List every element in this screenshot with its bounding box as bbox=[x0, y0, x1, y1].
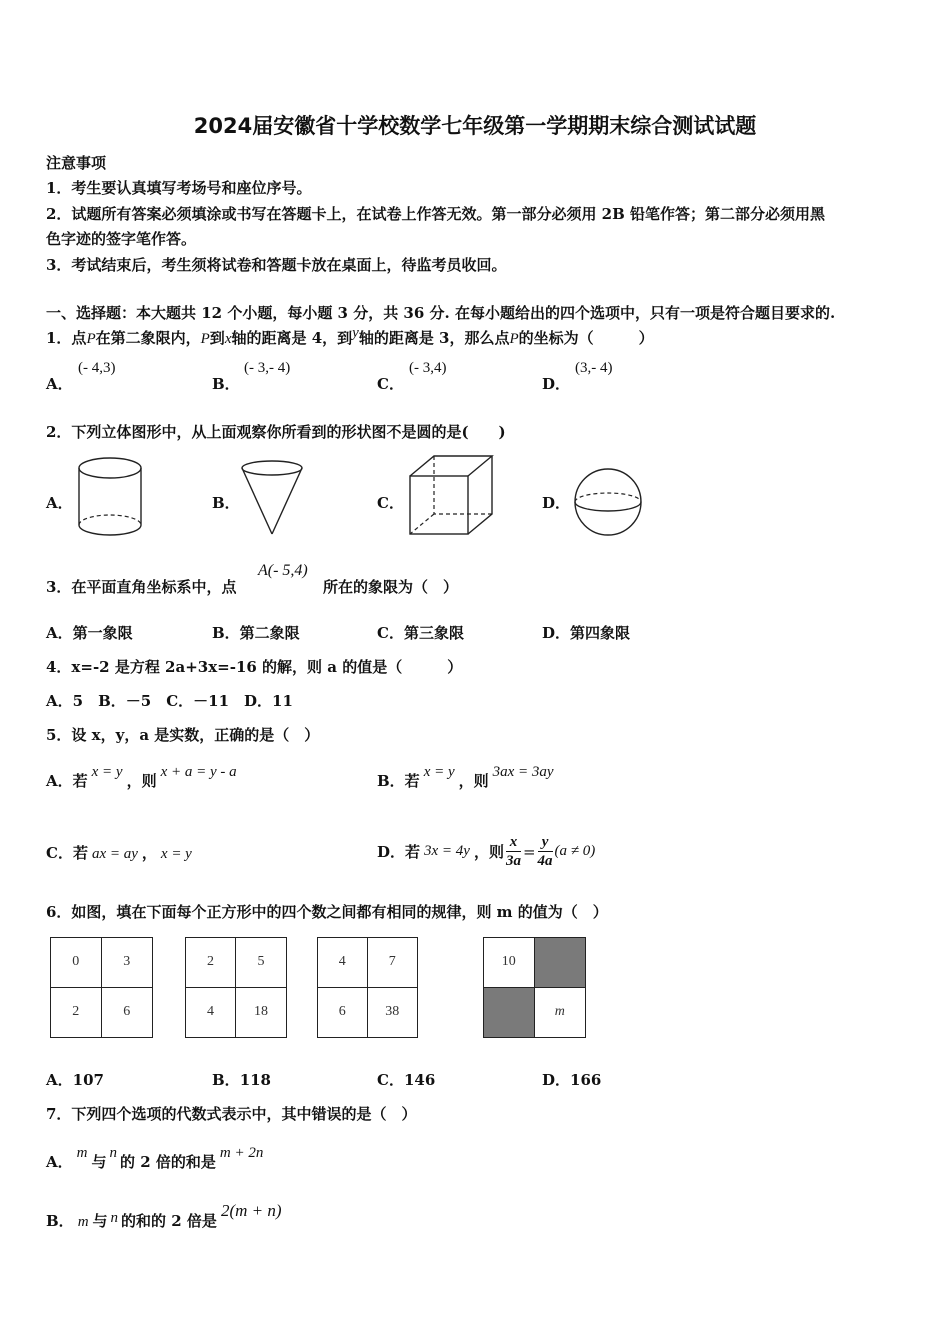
q7-option-b: B． m 与 n 的和的 2 倍是2(m + n) bbox=[46, 1201, 282, 1230]
number-square-2 bbox=[185, 937, 287, 1038]
page-title: 2024届安徽省十学校数学七年级第一学期期末综合测试试题 bbox=[193, 114, 757, 138]
q1-option-d-label: D． bbox=[542, 375, 571, 393]
q3-point: A(- 5,4) bbox=[258, 562, 308, 579]
square-cell: 3 bbox=[102, 938, 153, 988]
cube-figure bbox=[406, 452, 498, 540]
square-cell: 6 bbox=[123, 1004, 131, 1020]
q5-option-b: B．若 x = y ，则 3ax = 3ay bbox=[377, 764, 554, 790]
q5-option-a: A．若 x = y ，则 x + a = y - a bbox=[46, 764, 237, 790]
q3-option-b: B．第二象限 bbox=[212, 624, 300, 642]
square-cell: 6 bbox=[318, 988, 368, 1038]
q1-option-c: (- 3,4) bbox=[409, 360, 447, 376]
question-3-suffix: 所在的象限为（ ） bbox=[323, 578, 459, 596]
shaded-cell bbox=[535, 938, 586, 988]
square-cell: 4 bbox=[186, 988, 236, 1038]
q6-option-c: C．146 bbox=[377, 1071, 436, 1089]
square-cell: 2 bbox=[186, 938, 236, 988]
shaded-cell bbox=[484, 988, 535, 1038]
question-5: 5．设 x，y，a 是实数，正确的是（ ） bbox=[46, 726, 320, 744]
cylinder-figure bbox=[76, 455, 144, 539]
square-cell: 5 bbox=[236, 938, 286, 988]
square-cell: 18 bbox=[254, 1004, 268, 1020]
sphere-figure bbox=[572, 466, 644, 538]
q3-option-a: A．第一象限 bbox=[46, 624, 133, 642]
q1-option-a: (- 4,3) bbox=[78, 360, 116, 376]
number-square-4 bbox=[483, 937, 586, 1038]
notice-item-2-cont: 色字迹的签字笔作答。 bbox=[46, 230, 197, 248]
notice-item-1: 1．考生要认真填写考场号和座位序号。 bbox=[46, 179, 312, 197]
question-6: 6．如图，填在下面每个正方形中的四个数之间都有相同的规律，则 m 的值为（ ） bbox=[46, 903, 608, 921]
q6-option-a: A．107 bbox=[46, 1071, 104, 1089]
q3-option-d: D．第四象限 bbox=[542, 624, 631, 642]
square-cell: 10 bbox=[484, 938, 535, 988]
square-cell: 0 bbox=[51, 938, 102, 988]
q1-option-b: (- 3,- 4) bbox=[244, 360, 291, 376]
q6-option-b: B．118 bbox=[212, 1071, 271, 1089]
q2-option-a-label: A． bbox=[46, 494, 73, 512]
q6-option-d: D．166 bbox=[542, 1071, 602, 1089]
section-heading: 一、选择题：本大题共 12 个小题，每小题 3 分，共 36 分. 在每小题给出的四个选项中，只有一项是符合题目要求的. bbox=[46, 304, 836, 322]
q5-option-c: C．若 ax = ay ， x = y bbox=[46, 844, 192, 862]
q1-option-b-label: B． bbox=[212, 375, 240, 393]
q7-option-a: A． m 与 n 的 2 倍的和是 m + 2n bbox=[46, 1145, 264, 1171]
q1-option-d: (3,- 4) bbox=[575, 360, 613, 376]
q2-option-c-label: C． bbox=[377, 494, 404, 512]
fraction-x-3a: $\frac{x}{3a}$ bbox=[505, 834, 521, 869]
square-cell: 4 bbox=[318, 938, 368, 988]
number-square-3 bbox=[317, 937, 418, 1038]
q4-options: A．5 B．－5 C．－11 D．11 bbox=[46, 692, 293, 710]
question-4: 4．x=-2 是方程 2a+3x=-16 的解，则 a 的值是（ ） bbox=[46, 658, 463, 676]
square-cell: 7 bbox=[368, 938, 418, 988]
square-cell: 38 bbox=[385, 1004, 400, 1020]
q3-option-c: C．第三象限 bbox=[377, 624, 464, 642]
notice-heading: 注意事项 bbox=[46, 154, 107, 172]
q2-option-d-label: D． bbox=[542, 494, 571, 512]
q1-option-a-label: A． bbox=[46, 375, 73, 393]
notice-item-3: 3．考试结束后，考生须将试卷和答题卡放在桌面上，待监考员收回。 bbox=[46, 256, 507, 274]
notice-item-2: 2．试题所有答案必须填涂或书写在答题卡上，在试卷上作答无效。第一部分必须用 2B 铅笔作答；第二部分必须用黑 bbox=[46, 205, 826, 223]
cone-figure bbox=[238, 458, 306, 538]
fraction-y-4a: $\frac{y}{4a}$ bbox=[537, 834, 553, 869]
q2-option-b-label: B． bbox=[212, 494, 240, 512]
square-cell-m: m bbox=[554, 1004, 565, 1020]
question-7: 7．下列四个选项的代数式表示中，其中错误的是（ ） bbox=[46, 1105, 417, 1123]
question-3-prefix: 3．在平面直角坐标系中，点 bbox=[46, 578, 237, 596]
q1-option-c-label: C． bbox=[377, 375, 404, 393]
question-2: 2．下列立体图形中，从上面观察你所看到的形状图不是圆的是( ) bbox=[46, 423, 506, 441]
square-cell: 2 bbox=[51, 988, 102, 1038]
q5-option-d: D．若 3x = 4y ，则 $\frac{x}{3a}$ = $\frac{y}{4a}$ (a ≠ 0) bbox=[377, 834, 596, 869]
number-square-1 bbox=[50, 937, 153, 1038]
question-1: 1．点P在第二象限内，P到x轴的距离是 4，到y轴的距离是 3，那么点P的坐标为（ ） bbox=[46, 325, 654, 347]
